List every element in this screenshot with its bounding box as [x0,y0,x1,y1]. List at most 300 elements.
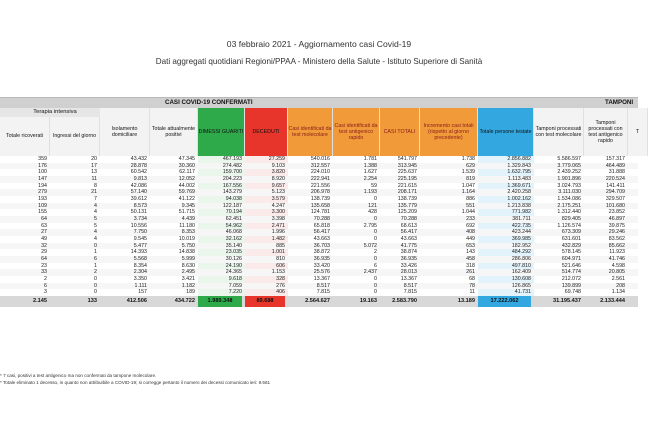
table-cell: 13.367 [313,276,330,283]
table-cell: 225.637 [397,169,417,176]
table-cell: 60.542 [130,169,147,176]
table-cell: 0 [374,196,377,203]
table-cell: 6 [374,262,377,269]
table-cell: 222.941 [310,176,330,182]
table-cell: 44.002 [178,182,195,189]
table-cell: 56.417 [313,229,330,236]
table-cell: 606 [276,262,285,269]
table-cell: 6 [44,282,47,289]
table-cell: 829.405 [561,216,581,223]
table-cell: 157 [138,289,147,296]
table-cell: 2.561 [611,276,625,283]
table-cell: 2.254 [363,176,377,182]
table-cell: 8.354 [133,262,147,269]
terapia-intensiva-label: Terapia intensiva [0,108,110,117]
table-cell: 2 [94,269,97,276]
table-cell: 54.962 [225,222,242,229]
table-cell: 33.420 [313,262,330,269]
table-cell: 540.016 [310,156,330,162]
table-cell: 0 [374,216,377,223]
table-cell: 3.421 [181,276,195,283]
table-cell: 3.111.030 [558,189,581,196]
table-row [0,216,638,223]
table-cell: 1.126.574 [557,222,581,229]
table-cell: 36.703 [313,242,330,249]
table-cell: 28.013 [400,269,417,276]
table-cell: 3.579 [271,196,285,203]
table-cell: 673.309 [561,229,581,236]
table-cell: 8.573 [133,202,147,209]
table-cell: 36.935 [400,256,417,263]
table-cell: 1.482 [271,236,285,243]
table-cell: 328 [276,276,285,283]
table-cell: 4.247 [271,202,285,209]
table-cell: 23 [41,262,47,269]
column-header: DIMESSI GUARITI [198,108,245,156]
table-cell: 27 [41,229,47,236]
table-cell: 4 [94,202,97,209]
table-cell: 0 [94,282,97,289]
table-cell: 41.122 [178,196,195,203]
table-cell: 3.300 [271,209,285,216]
table-cell: 10.556 [130,222,147,229]
footnote-2: * Totale eliminato 1 decesso, in quanto non attribuibile a COVID-19; si corregge pertanto il numero dei decessi comunicato ieri: 9.561 [0,380,271,385]
table-cell: 551 [466,202,475,209]
table-cell: 49 [41,236,47,243]
table-cell: 3.398 [271,216,285,223]
report-date: 03 febbraio 2021 - Aggiornamento casi Covid-19 [226,39,412,49]
table-cell: 422.735 [511,222,531,229]
table-cell: 101.680 [605,202,625,209]
table-cell: 4 [94,229,97,236]
table-cell: 47.345 [178,156,195,162]
table-cell: 41.746 [608,256,625,263]
table-cell: 369.985 [511,236,531,243]
table-cell: 35.140 [225,242,242,249]
table-cell: 1.047 [461,182,475,189]
table-cell: 3.820 [271,169,285,176]
table-cell: 4.598 [611,262,625,269]
column-header: Tamponi processati con test molecolare [534,108,584,156]
table-cell: 5.999 [181,256,195,263]
table-cell: 4 [94,236,97,243]
table-cell: 30.360 [178,162,195,169]
table-cell: 121 [368,202,377,209]
table-cell: 141.411 [606,182,625,189]
table-cell: 24.190 [225,262,242,269]
table-row [0,169,638,176]
table-cell: 41.731 [514,289,531,296]
table-cell: 157.317 [605,156,625,162]
table-cell: 432.829 [561,242,581,249]
table-cell: 0 [94,242,97,249]
table-cell: 8.353 [181,229,195,236]
table-cell: 30.126 [225,256,242,263]
table-cell: 25.576 [313,269,330,276]
table-cell: 167.556 [222,182,242,189]
table-cell: 7.059 [228,282,242,289]
table-cell: 14.838 [178,249,195,256]
table-cell: 819 [466,176,475,182]
table-cell: 5 [94,216,97,223]
table-cell: 70.194 [225,209,242,216]
column-header: Totale attualmente positivi [150,108,198,156]
table-cell: 2.856.882 [507,156,531,162]
table-cell: 2.437 [363,269,377,276]
table-cell: 2.304 [133,269,147,276]
report-subtitle: Dati aggregati quotidiani Regioni/PPAA - Ministero della Salute - Istituto Superiore di Sanità [155,57,483,66]
table-cell: 32 [41,242,47,249]
table-cell: 359 [38,156,47,162]
table-cell: 233 [466,216,475,223]
table-cell: 318 [466,262,475,269]
table-cell: 43.663 [400,236,417,243]
table-cell: 9.813 [133,176,147,182]
table-cell: 220.524 [605,176,625,182]
footnote-1: * 7 casi, positivi a test antigenico ma non confermati da tampone molecolare. [0,373,157,378]
table-cell: 2.420.258 [507,189,531,196]
table-cell: 2.471 [271,222,285,229]
table-cell: 11 [469,289,475,296]
table-cell: 43.432 [130,156,147,162]
table-cell: 155 [38,209,47,216]
total-cell: 2.564.627 [305,298,330,304]
table-cell: 20.805 [608,269,625,276]
table-cell: 312.557 [310,162,330,169]
table-cell: 2.439.252 [557,169,581,176]
table-cell: 59.769 [178,189,195,196]
table-cell: 0 [374,289,377,296]
column-header: Totale ricoverati [0,117,50,156]
table-cell: 28.878 [130,162,147,169]
table-cell: 294.709 [605,189,625,196]
table-cell: 206.978 [310,189,330,196]
table-cell: 24.365 [225,269,242,276]
table-row [0,256,638,263]
table-cell: 5.586.597 [557,156,581,162]
table-cell: 381.711 [512,216,531,223]
table-cell: 1.111 [134,282,147,289]
table-cell: 20 [91,156,97,162]
table-cell: 2 [44,276,47,283]
table-cell: 85.662 [608,242,625,249]
table-cell: 423.244 [511,229,531,236]
table-row [0,203,638,210]
table-cell: 204.223 [222,176,242,182]
table-cell: 29.246 [608,229,625,236]
table-cell: 885 [276,242,285,249]
table-cell: 38.874 [400,249,417,256]
table-cell: 406 [276,289,285,296]
table-cell: 182.952 [511,242,531,249]
table-cell: 143.279 [222,189,242,196]
table-cell: 3.779.065 [557,162,581,169]
table-cell: 125.209 [397,209,417,216]
table-cell: 7.750 [133,229,147,236]
table-row [0,229,638,236]
table-cell: 13 [91,169,97,176]
total-cell: 434.722 [174,298,195,304]
total-cell: 17.222.062 [478,296,531,307]
table-cell: 1.312.440 [557,209,581,216]
table-cell: 467.193 [222,156,242,162]
column-header: Incremento casi totali (rispetto al giorno precedente) [420,108,478,156]
table-cell: 64 [41,256,47,263]
table-row [0,276,638,283]
table-cell: 5.568 [133,256,147,263]
table-cell: 29 [41,249,47,256]
table-cell: 1.534.086 [557,196,581,203]
table-cell: 2.795 [363,222,377,229]
table-cell: 0 [374,229,377,236]
table-cell: 1.369.671 [507,182,531,189]
table-cell: 7.815 [316,289,330,296]
table-cell: 176 [38,162,47,169]
table-cell: 43.663 [313,236,330,243]
table-cell: 7.220 [228,289,242,296]
table-row [0,263,638,270]
table-cell: 65.818 [313,222,330,229]
table-cell: 162.409 [511,269,531,276]
table-cell: 212.072 [561,276,581,283]
table-cell: 604.971 [561,256,581,263]
table-cell: 78 [469,282,475,289]
table-cell: 5.123 [271,189,285,196]
table-cell: 810 [276,256,285,263]
table-cell: 653 [466,242,475,249]
column-header: Isolamento domiciliare [100,108,150,156]
table-cell: 68 [469,276,475,283]
table-cell: 1 [94,249,97,256]
table-cell: 286.806 [511,256,531,263]
table-cell: 4.439 [181,216,195,223]
table-cell: 11.923 [609,249,625,256]
table-cell: 692 [466,222,475,229]
table-cell: 1.539 [461,169,475,176]
table-cell: 147 [38,176,47,182]
table-cell: 59 [371,182,377,189]
column-header: CASI TOTALI [380,108,420,156]
total-cell: 412.506 [126,298,147,304]
table-cell: 8.630 [181,262,195,269]
table-cell: 32.162 [225,236,242,243]
table-cell: 64 [41,216,47,223]
table-cell: 1.632.795 [507,169,531,176]
table-cell: 771.982 [511,209,531,216]
column-header: DECEDUTI [245,108,288,156]
table-cell: 224.010 [310,169,330,176]
table-cell: 261 [466,269,475,276]
table-cell: 3.350 [133,276,147,283]
table-cell: 0 [374,256,377,263]
table-totals-row [0,296,638,307]
table-cell: 225.195 [397,176,417,182]
column-header: Tamponi processati con test antigenico rapido [584,108,628,156]
table-row [0,269,638,276]
table-cell: 886 [466,196,475,203]
table-cell: 23.035 [225,249,242,256]
table-row [0,163,638,170]
table-cell: 1.182 [181,282,195,289]
table-cell: 1.901.896 [557,176,581,182]
table-cell: 1.134 [611,289,625,296]
table-cell: 8.517 [316,282,330,289]
table-row [0,183,638,190]
column-header: Ingressi del giorno [50,117,100,156]
table-cell: 9.345 [181,202,195,209]
table-cell: 138.739 [397,196,417,203]
table-cell: 194 [38,182,47,189]
table-cell: 2 [374,249,377,256]
table-cell: 578.145 [561,249,581,256]
table-cell: 0 [94,289,97,296]
total-cell: 2.133.444 [600,298,625,304]
total-cell: 31.195.437 [553,298,581,304]
table-cell: 1.002.162 [507,196,531,203]
table-cell: 62.117 [179,169,195,176]
table-cell: 8.920 [271,176,285,182]
table-cell: 109 [38,202,47,209]
table-row [0,196,638,203]
table-cell: 449 [466,236,475,243]
table-cell: 631.601 [561,236,581,243]
total-cell: 2.145 [33,298,47,304]
table-cell: 39.612 [130,196,147,203]
column-header: Casi identificati da test antigenico rapido [333,108,380,156]
table-cell: 9.618 [228,276,242,283]
table-cell: 68.613 [400,222,417,229]
table-cell: 276 [276,282,285,289]
table-cell: 464.489 [605,162,625,169]
table-cell: 94.038 [225,196,242,203]
table-cell: 629 [466,162,475,169]
table-cell: 10.019 [178,236,195,243]
table-cell: 279 [38,189,47,196]
table-cell: 1.113.483 [507,176,531,182]
table-cell: 541.797 [397,156,417,162]
table-cell: 38.872 [313,249,330,256]
table-row [0,283,638,290]
table-cell: 221.615 [397,182,417,189]
total-cell: 133 [87,298,97,304]
total-cell: 89.688 [245,296,285,307]
table-cell: 12.052 [178,176,195,182]
table-cell: 2.175.251 [557,202,581,209]
total-cell: 1.989.348 [198,296,242,307]
table-cell: 7.815 [403,289,417,296]
table-cell: 408 [466,229,475,236]
total-cell: 13.189 [457,298,475,304]
table-cell: 329.507 [605,196,625,203]
table-cell: 27.259 [268,156,285,162]
table-row [0,176,638,183]
table-cell: 313.945 [397,162,417,169]
table-cell: 5.072 [363,242,377,249]
table-cell: 63 [41,222,47,229]
table-cell: 8.517 [403,282,417,289]
table-cell: 1.388 [363,162,377,169]
table-cell: 1.164 [461,189,475,196]
table-cell: 17 [91,162,97,169]
table-cell: 135.658 [310,202,330,209]
table-cell: 138.739 [310,196,330,203]
table-cell: 1.153 [271,269,285,276]
table-cell: 6 [94,256,97,263]
table-cell: 14.393 [130,249,147,256]
table-cell: 70.288 [400,216,417,223]
table-cell: 13.367 [400,276,417,283]
table-cell: 0 [94,276,97,283]
table-cell: 5 [94,222,97,229]
table-cell: 57.140 [130,189,147,196]
table-cell: 1.329.843 [507,162,531,169]
table-cell: 69.748 [564,289,581,296]
table-cell: 70.288 [313,216,330,223]
table-cell: 1 [94,262,97,269]
table-cell: 514.774 [561,269,581,276]
table-cell: 9.657 [271,182,285,189]
table-cell: 46.068 [225,229,242,236]
table-cell: 1.781 [363,156,377,162]
column-header: Totale persone testate [478,108,534,156]
table-cell: 0 [374,236,377,243]
table-cell: 0 [374,276,377,283]
table-cell: 208.171 [397,189,417,196]
table-cell: 428 [368,209,377,216]
table-cell: 83.562 [608,236,625,243]
table-cell: 159.700 [222,169,242,176]
tamponi-title: TAMPONI [605,99,634,106]
table-cell: 189 [186,289,195,296]
table-cell: 221.556 [310,182,330,189]
table-cell: 51.715 [178,209,195,216]
table-cell: 458 [466,256,475,263]
table-cell: 126.865 [511,282,531,289]
table-cell: 9.103 [271,162,285,169]
table-cell: 42.086 [130,182,147,189]
table-cell: 41.775 [400,242,417,249]
column-header: Casi identificati da test molecolare [288,108,333,156]
table-cell: 5.477 [133,242,147,249]
table-cell: 484.292 [511,249,531,256]
table-cell: 1.213.838 [507,202,531,209]
table-cell: 46.897 [608,216,625,223]
table-cell: 23.852 [608,209,625,216]
table-row [0,189,638,196]
table-cell: 497.810 [511,262,531,269]
table-row [0,249,638,256]
table-cell: 135.779 [397,202,417,209]
table-cell: 1.193 [363,189,377,196]
table-cell: 521.646 [561,262,581,269]
table-cell: 21 [91,189,97,196]
table-cell: 1.996 [271,229,285,236]
table-cell: 50.131 [130,209,147,216]
table-cell: 11 [91,176,97,182]
table-cell: 130.608 [511,276,531,283]
table-row [0,243,638,250]
table-cell: 4 [94,209,97,216]
total-cell: 2.583.790 [392,298,417,304]
table-cell: 56.417 [400,229,417,236]
table-cell: 5.750 [181,242,195,249]
table-cell: 139.899 [561,282,581,289]
table-cell: 11.180 [179,222,195,229]
table-cell: 3.734 [133,216,147,223]
table-cell: 1.001 [271,249,285,256]
table-cell: 0 [374,282,377,289]
table-cell: 2.495 [181,269,195,276]
